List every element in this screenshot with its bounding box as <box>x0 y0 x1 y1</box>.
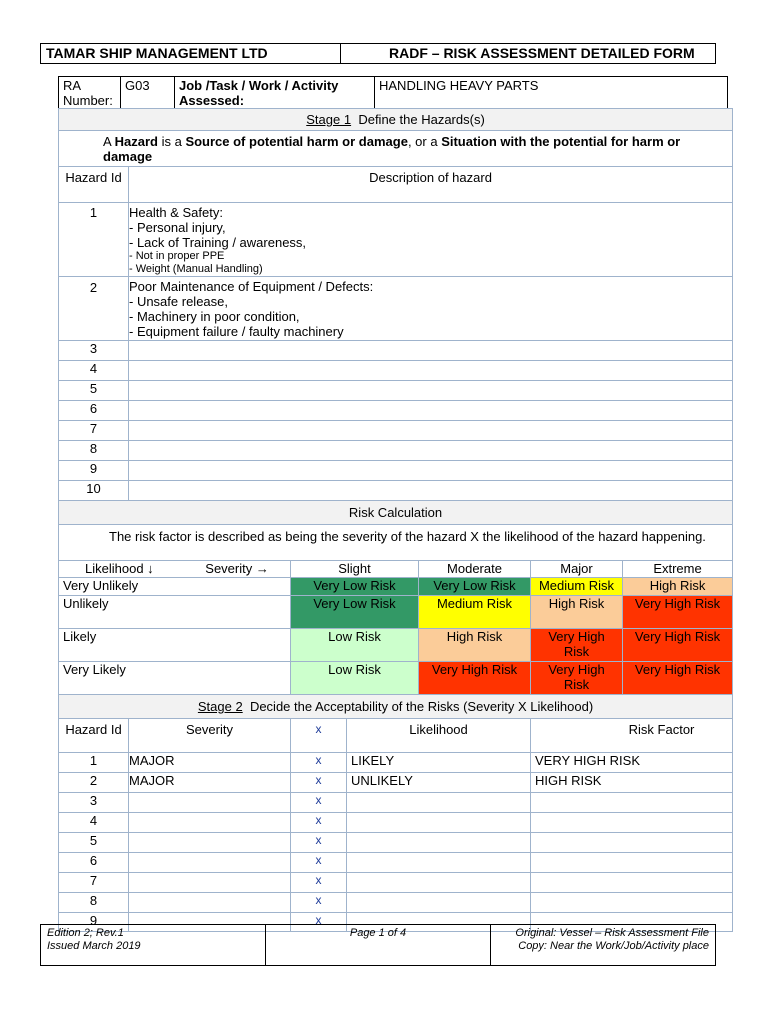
stage2-likelihood: UNLIKELY <box>347 773 531 793</box>
likelihood-label: Very Unlikely <box>59 578 291 596</box>
ra-number-label: RA Number: <box>63 78 113 108</box>
stage1-title: Define the Hazards(s) <box>358 112 485 127</box>
stage2-hazard-id: 8 <box>59 893 129 913</box>
likelihood-label: Likely <box>59 629 291 662</box>
hazard-description <box>129 461 733 481</box>
stage2-x: x <box>291 773 347 793</box>
hazard-id-header: Hazard Id <box>59 167 129 203</box>
ra-number: G03 <box>121 77 175 109</box>
stage2-risk-factor <box>531 813 733 833</box>
stage2-x: x <box>291 873 347 893</box>
risk-assessment-table <box>58 108 733 932</box>
risk-cell: High Risk <box>419 629 531 662</box>
stage2-likelihood <box>347 873 531 893</box>
def-situation: Situation with the potential for harm or damage <box>103 134 681 164</box>
hazard-description <box>129 277 733 341</box>
stage2-x: x <box>291 813 347 833</box>
severity-major: Major <box>531 561 623 578</box>
stage2-likelihood: LIKELY <box>347 753 531 773</box>
stage1-header <box>59 109 733 131</box>
hazard-line: - Personal injury, <box>129 220 226 235</box>
stage2-severity <box>129 853 291 873</box>
stage2-x: x <box>291 853 347 873</box>
hazard-line: - Machinery in poor condition, <box>129 309 300 324</box>
stage2-risk-factor: VERY HIGH RISK <box>531 753 733 773</box>
hazard-description <box>129 441 733 461</box>
footer-edition-block <box>41 925 266 965</box>
hazard-description <box>129 361 733 381</box>
document-footer <box>40 924 716 966</box>
stage2-severity: MAJOR <box>129 773 291 793</box>
stage2-severity: MAJOR <box>129 753 291 773</box>
hazard-id: 3 <box>59 341 129 361</box>
risk-calculation-title: Risk Calculation <box>59 501 733 525</box>
stage2-hazard-id: 1 <box>59 753 129 773</box>
stage2-hazard-id: 2 <box>59 773 129 793</box>
stage2-x: x <box>291 833 347 853</box>
severity-moderate: Moderate <box>419 561 531 578</box>
def-or-a: , or a <box>407 134 438 149</box>
stage2-x: x <box>291 913 347 932</box>
stage2-likelihood <box>347 833 531 853</box>
risk-cell: Very Low Risk <box>291 596 419 629</box>
stage2-header <box>59 695 733 719</box>
hazard-description <box>129 481 733 501</box>
def-hazard: Hazard <box>114 134 158 149</box>
risk-cell: Very High Risk <box>623 596 733 629</box>
stage2-likelihood <box>347 793 531 813</box>
stage2-likelihood <box>347 813 531 833</box>
hazard-line: - Unsafe release, <box>129 294 228 309</box>
risk-cell: Very High Risk <box>623 662 733 695</box>
stage2-risk-factor <box>531 853 733 873</box>
hazard-title: Poor Maintenance of Equipment / Defects: <box>129 279 374 294</box>
stage2-x: x <box>291 793 347 813</box>
risk-cell: Very High Risk <box>419 662 531 695</box>
risk-cell: High Risk <box>531 596 623 629</box>
likelihood-header-label: Likelihood ↓ <box>85 561 154 576</box>
hazard-line: - Not in proper PPE <box>129 250 225 262</box>
stage2-risk-factor <box>531 793 733 813</box>
def-is-a: is a <box>161 134 182 149</box>
company-name: TAMAR SHIP MANAGEMENT LTD <box>41 44 341 63</box>
likelihood-label: Very Likely <box>59 662 291 695</box>
footer-copy-block <box>491 925 715 965</box>
hazard-id: 4 <box>59 361 129 381</box>
stage2-severity <box>129 813 291 833</box>
hazard-id: 7 <box>59 421 129 441</box>
risk-cell: Very High Risk <box>531 629 623 662</box>
risk-cell: Very High Risk <box>531 662 623 695</box>
hazard-id: 10 <box>59 481 129 501</box>
stage2-hazard-id: 9 <box>59 913 129 932</box>
stage1-label: Stage 1 <box>306 112 352 127</box>
hazard-description <box>129 381 733 401</box>
risk-cell: High Risk <box>623 578 733 596</box>
severity-header-label: Severity → <box>205 561 269 576</box>
severity-slight: Slight <box>291 561 419 578</box>
document-header <box>40 43 716 64</box>
job-label: Job /Task / Work / Activity Assessed: <box>175 77 375 109</box>
stage2-risk-factor: HIGH RISK <box>531 773 733 793</box>
stage2-hazard-id: 7 <box>59 873 129 893</box>
likelihood-label: Unlikely <box>59 596 291 629</box>
risk-calculation-description: The risk factor is described as being the severity of the hazard X the likelihood of the hazard happening. <box>59 525 733 561</box>
hazard-line: - Lack of Training / awareness, <box>129 235 307 250</box>
stage2-label: Stage 2 <box>197 699 243 714</box>
severity-extreme: Extreme <box>623 561 733 578</box>
hazard-id: 2 <box>59 277 129 341</box>
stage2-risk-factor-header: Risk Factor <box>531 719 733 753</box>
stage2-hazard-id: 6 <box>59 853 129 873</box>
stage2-likelihood <box>347 893 531 913</box>
risk-cell: Medium Risk <box>419 596 531 629</box>
footer-edition: Edition 2; Rev.1 <box>47 927 124 939</box>
stage2-x-header: x <box>291 719 347 753</box>
ra-info-table <box>58 76 728 109</box>
footer-issued: Issued March 2019 <box>47 940 141 952</box>
stage2-hazard-id: 4 <box>59 813 129 833</box>
stage2-hazard-id: 3 <box>59 793 129 813</box>
hazard-id: 9 <box>59 461 129 481</box>
hazard-description <box>129 401 733 421</box>
risk-cell: Very High Risk <box>623 629 733 662</box>
stage2-likelihood <box>347 853 531 873</box>
stage2-hazard-id: 5 <box>59 833 129 853</box>
stage2-severity <box>129 893 291 913</box>
stage2-risk-factor <box>531 873 733 893</box>
hazard-line: - Weight (Manual Handling) <box>129 263 263 275</box>
hazard-description <box>129 203 733 277</box>
risk-cell: Low Risk <box>291 629 419 662</box>
stage2-title: Decide the Acceptability of the Risks (Severity X Likelihood) <box>249 699 594 714</box>
stage2-severity <box>129 793 291 813</box>
hazard-line: - Equipment failure / faulty machinery <box>129 324 344 339</box>
hazard-definition <box>59 131 733 167</box>
stage2-hazard-id-header: Hazard Id <box>59 719 129 753</box>
stage2-risk-factor <box>531 893 733 913</box>
likelihood-header <box>59 561 291 578</box>
hazard-description <box>129 341 733 361</box>
risk-cell: Low Risk <box>291 662 419 695</box>
stage2-x: x <box>291 893 347 913</box>
footer-original: Original: Vessel – Risk Assessment File <box>515 927 709 939</box>
def-a: A <box>103 134 111 149</box>
hazard-title: Health & Safety: <box>129 205 223 220</box>
risk-cell: Very Low Risk <box>291 578 419 596</box>
hazard-id: 6 <box>59 401 129 421</box>
hazard-id: 1 <box>59 203 129 277</box>
stage2-risk-factor <box>531 833 733 853</box>
hazard-description <box>129 421 733 441</box>
footer-page: Page 1 of 4 <box>266 925 491 965</box>
form-title: RADF – RISK ASSESSMENT DETAILED FORM <box>389 45 695 61</box>
stage2-severity <box>129 833 291 853</box>
stage2-severity-header: Severity <box>129 719 291 753</box>
stage2-likelihood-header: Likelihood <box>347 719 531 753</box>
hazard-id: 8 <box>59 441 129 461</box>
description-header: Description of hazard <box>129 167 733 203</box>
stage2-severity <box>129 873 291 893</box>
risk-cell: Medium Risk <box>531 578 623 596</box>
def-source: Source of potential harm or damage <box>185 134 408 149</box>
job-value: HANDLING HEAVY PARTS <box>375 77 728 109</box>
stage2-x: x <box>291 753 347 773</box>
hazard-id: 5 <box>59 381 129 401</box>
risk-cell: Very Low Risk <box>419 578 531 596</box>
footer-copy: Copy: Near the Work/Job/Activity place <box>518 940 709 952</box>
